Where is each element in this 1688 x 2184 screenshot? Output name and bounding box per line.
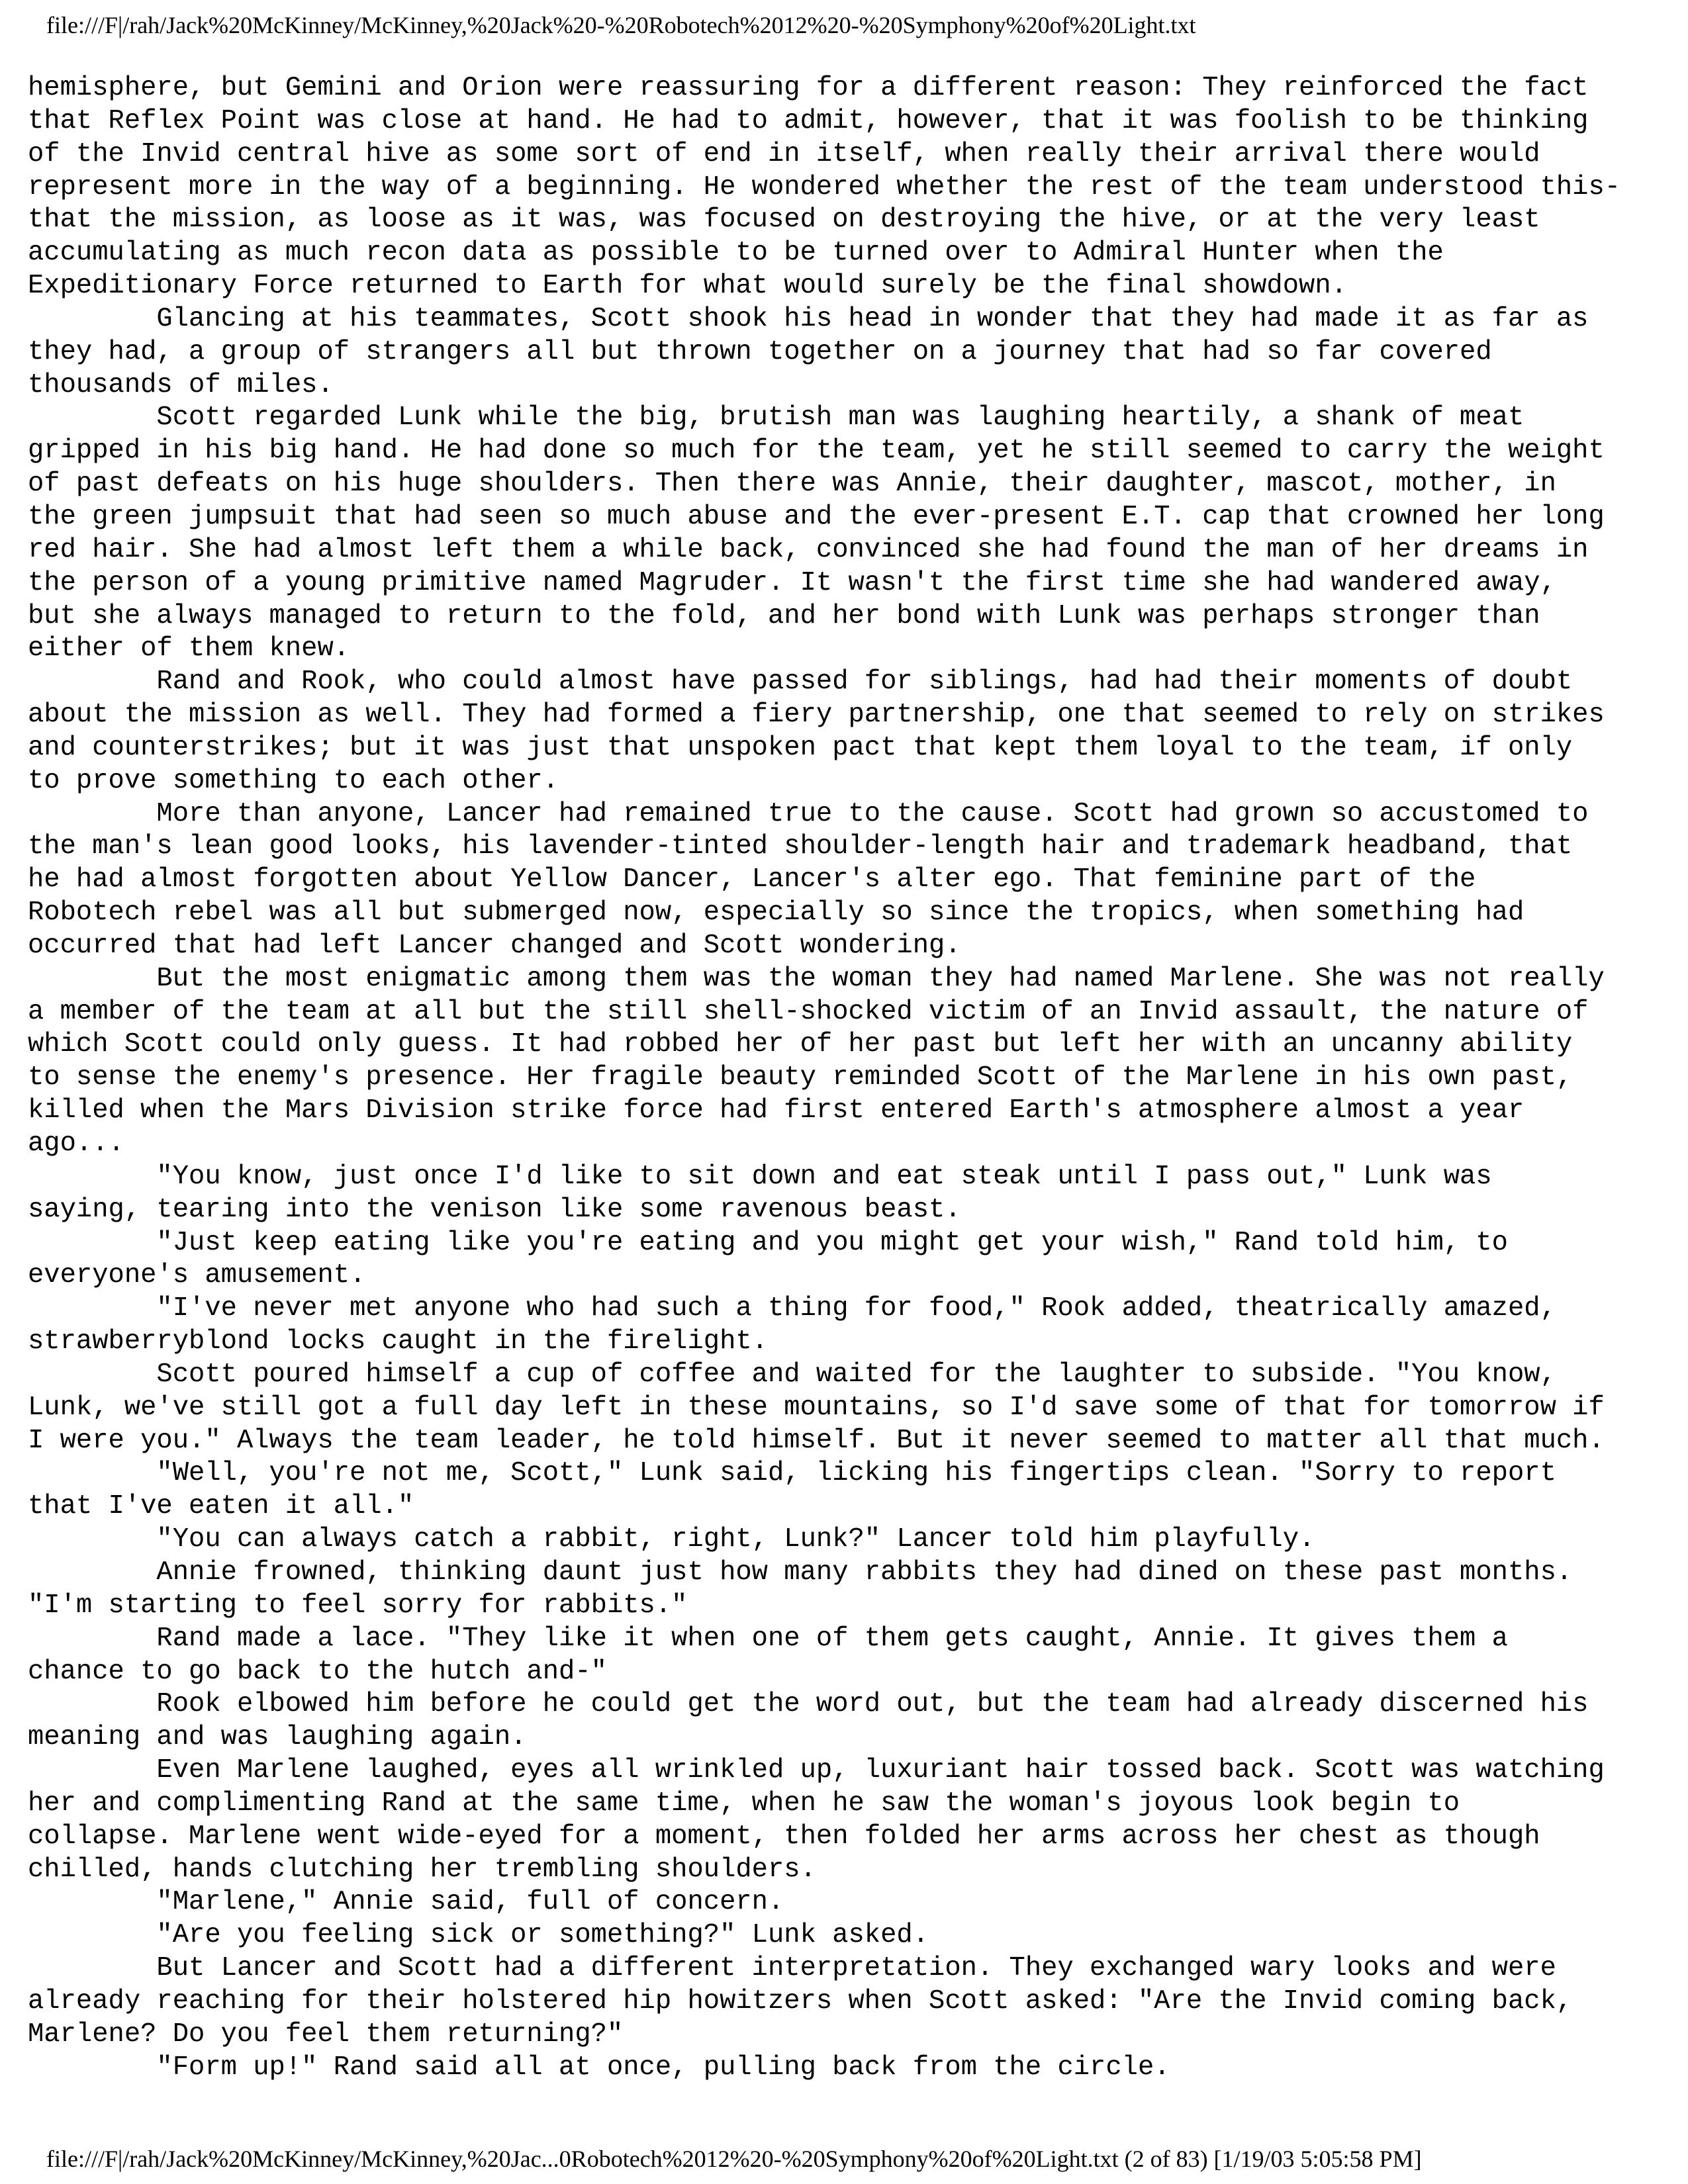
page-footer-file-path: file:///F|/rah/Jack%20McKinney/McKinney,%20Jac...0Robotech%2012%20-%20Symphony%20of%20Light.txt (2 of 83) [1/19/03 5:05:58 PM] bbox=[46, 2146, 1422, 2172]
text-line: chance to go back to the hutch and-" bbox=[28, 1656, 607, 1687]
text-line: strawberryblond locks caught in the firelight. bbox=[28, 1326, 768, 1357]
text-line: Scott poured himself a cup of coffee and waited for the laughter to subside. "You know, bbox=[28, 1359, 1556, 1390]
text-line: represent more in the way of a beginning. He wondered whether the rest of the team understood this- bbox=[28, 171, 1621, 203]
text-line: meaning and was laughing again. bbox=[28, 1722, 527, 1753]
text-line: thousands of miles. bbox=[28, 369, 334, 400]
text-line: which Scott could only guess. It had robbed her of her past but left her with an uncanny ability bbox=[28, 1029, 1573, 1060]
text-line: Marlene? Do you feel them returning?" bbox=[28, 2019, 624, 2050]
document-text-body bbox=[28, 72, 1676, 2084]
text-line: Glancing at his teammates, Scott shook his head in wonder that they had made it as far as bbox=[28, 303, 1589, 334]
text-line: Expeditionary Force returned to Earth for what would surely be the final showdown. bbox=[28, 271, 1347, 302]
text-line: Annie frowned, thinking daunt just how many rabbits they had dined on these past months. bbox=[28, 1557, 1573, 1588]
text-line: "I'm starting to feel sorry for rabbits." bbox=[28, 1590, 688, 1621]
text-line: Rook elbowed him before he could get the word out, but the team had already discerned his bbox=[28, 1689, 1589, 1720]
text-line: "Just keep eating like you're eating and you might get your wish," Rand told him, to bbox=[28, 1227, 1508, 1258]
text-line: killed when the Mars Division strike force had first entered Earth's atmosphere almost a year bbox=[28, 1095, 1524, 1126]
text-line: Rand made a lace. "They like it when one of them gets caught, Annie. It gives them a bbox=[28, 1623, 1508, 1654]
text-line: saying, tearing into the venison like some ravenous beast. bbox=[28, 1194, 961, 1225]
text-line: "Are you feeling sick or something?" Lunk asked. bbox=[28, 1920, 929, 1951]
text-line: Robotech rebel was all but submerged now, especially so since the tropics, when something had bbox=[28, 897, 1524, 929]
text-line: But Lancer and Scott had a different interpretation. They exchanged wary looks and were bbox=[28, 1953, 1556, 1984]
text-line: hemisphere, but Gemini and Orion were reassuring for a different reason: They reinforced the fact bbox=[28, 73, 1589, 103]
text-line: But the most enigmatic among them was the woman they had named Marlene. She was not really bbox=[28, 963, 1605, 994]
text-line: of past defeats on his huge shoulders. Then there was Annie, their daughter, mascot, mother, in bbox=[28, 469, 1556, 500]
text-line: "Well, you're not me, Scott," Lunk said, licking his fingertips clean. "Sorry to report bbox=[28, 1458, 1556, 1489]
text-line: gripped in his big hand. He had done so much for the team, yet he still seemed to carry the weight bbox=[28, 435, 1605, 467]
text-line: already reaching for their holstered hip howitzers when Scott asked: "Are the Invid coming back, bbox=[28, 1985, 1573, 2017]
text-line: Rand and Rook, who could almost have passed for siblings, had had their moments of doubt bbox=[28, 666, 1573, 698]
text-line: the man's lean good looks, his lavender-tinted shoulder-length hair and trademark headband, that bbox=[28, 831, 1573, 862]
text-line: collapse. Marlene went wide-eyed for a moment, then folded her arms across her chest as though bbox=[28, 1821, 1540, 1852]
text-line: occurred that had left Lancer changed and Scott wondering. bbox=[28, 930, 961, 961]
text-line: either of them knew. bbox=[28, 633, 350, 664]
text-line: but she always managed to return to the fold, and her bond with Lunk was perhaps stronger than bbox=[28, 600, 1540, 631]
text-line: "I've never met anyone who had such a thing for food," Rook added, theatrically amazed, bbox=[28, 1293, 1556, 1324]
text-line: about the mission as well. They had formed a fiery partnership, one that seemed to rely on strikes bbox=[28, 700, 1605, 731]
text-line: chilled, hands clutching her trembling shoulders. bbox=[28, 1854, 816, 1885]
text-line: Even Marlene laughed, eyes all wrinkled up, luxuriant hair tossed back. Scott was watching bbox=[28, 1755, 1605, 1786]
text-line: the green jumpsuit that had seen so much abuse and the ever-present E.T. cap that crowned her long bbox=[28, 501, 1605, 532]
text-line: I were you." Always the team leader, he told himself. But it never seemed to matter all that much. bbox=[28, 1425, 1605, 1456]
text-line: that Reflex Point was close at hand. He had to admit, however, that it was foolish to be thinking bbox=[28, 105, 1589, 136]
page-header-file-path: file:///F|/rah/Jack%20McKinney/McKinney,%20Jack%20-%20Robotech%2012%20-%20Symphony%20of%20Light.txt bbox=[46, 12, 1196, 38]
text-line: to sense the enemy's presence. Her fragile beauty reminded Scott of the Marlene in his own past, bbox=[28, 1062, 1573, 1093]
text-line: Scott regarded Lunk while the big, brutish man was laughing heartily, a shank of meat bbox=[28, 402, 1524, 433]
text-line: Lunk, we've still got a full day left in these mountains, so I'd save some of that for tomorrow if bbox=[28, 1392, 1605, 1423]
text-line: of the Invid central hive as some sort of end in itself, when really their arrival there would bbox=[28, 138, 1540, 169]
text-line: everyone's amusement. bbox=[28, 1260, 366, 1291]
text-line: accumulating as much recon data as possible to be turned over to Admiral Hunter when the bbox=[28, 238, 1444, 269]
text-line: that the mission, as loose as it was, was focused on destroying the hive, or at the very least bbox=[28, 205, 1540, 236]
text-line: "You know, just once I'd like to sit down and eat steak until I pass out," Lunk was bbox=[28, 1161, 1492, 1192]
text-line: "You can always catch a rabbit, right, Lunk?" Lancer told him playfully. bbox=[28, 1524, 1315, 1555]
text-line: red hair. She had almost left them a while back, convinced she had found the man of her dreams in bbox=[28, 534, 1589, 565]
text-line: a member of the team at all but the still shell-shocked victim of an Invid assault, the nature of bbox=[28, 996, 1589, 1027]
text-line: and counterstrikes; but it was just that unspoken pact that kept them loyal to the team, if only bbox=[28, 732, 1573, 763]
text-line: More than anyone, Lancer had remained true to the cause. Scott had grown so accustomed to bbox=[28, 798, 1589, 829]
text-line: to prove something to each other. bbox=[28, 765, 559, 796]
text-line: he had almost forgotten about Yellow Dancer, Lancer's alter ego. That feminine part of the bbox=[28, 864, 1476, 895]
text-line: ago... bbox=[28, 1128, 124, 1159]
text-line: "Form up!" Rand said all at once, pulling back from the circle. bbox=[28, 2052, 1170, 2083]
text-line: "Marlene," Annie said, full of concern. bbox=[28, 1887, 784, 1918]
text-line: that I've eaten it all." bbox=[28, 1491, 414, 1522]
text-line: they had, a group of strangers all but thrown together on a journey that had so far covered bbox=[28, 336, 1492, 367]
text-line: her and complimenting Rand at the same time, when he saw the woman's joyous look begin to bbox=[28, 1788, 1460, 1819]
text-line: the person of a young primitive named Magruder. It wasn't the first time she had wandered away, bbox=[28, 567, 1556, 598]
